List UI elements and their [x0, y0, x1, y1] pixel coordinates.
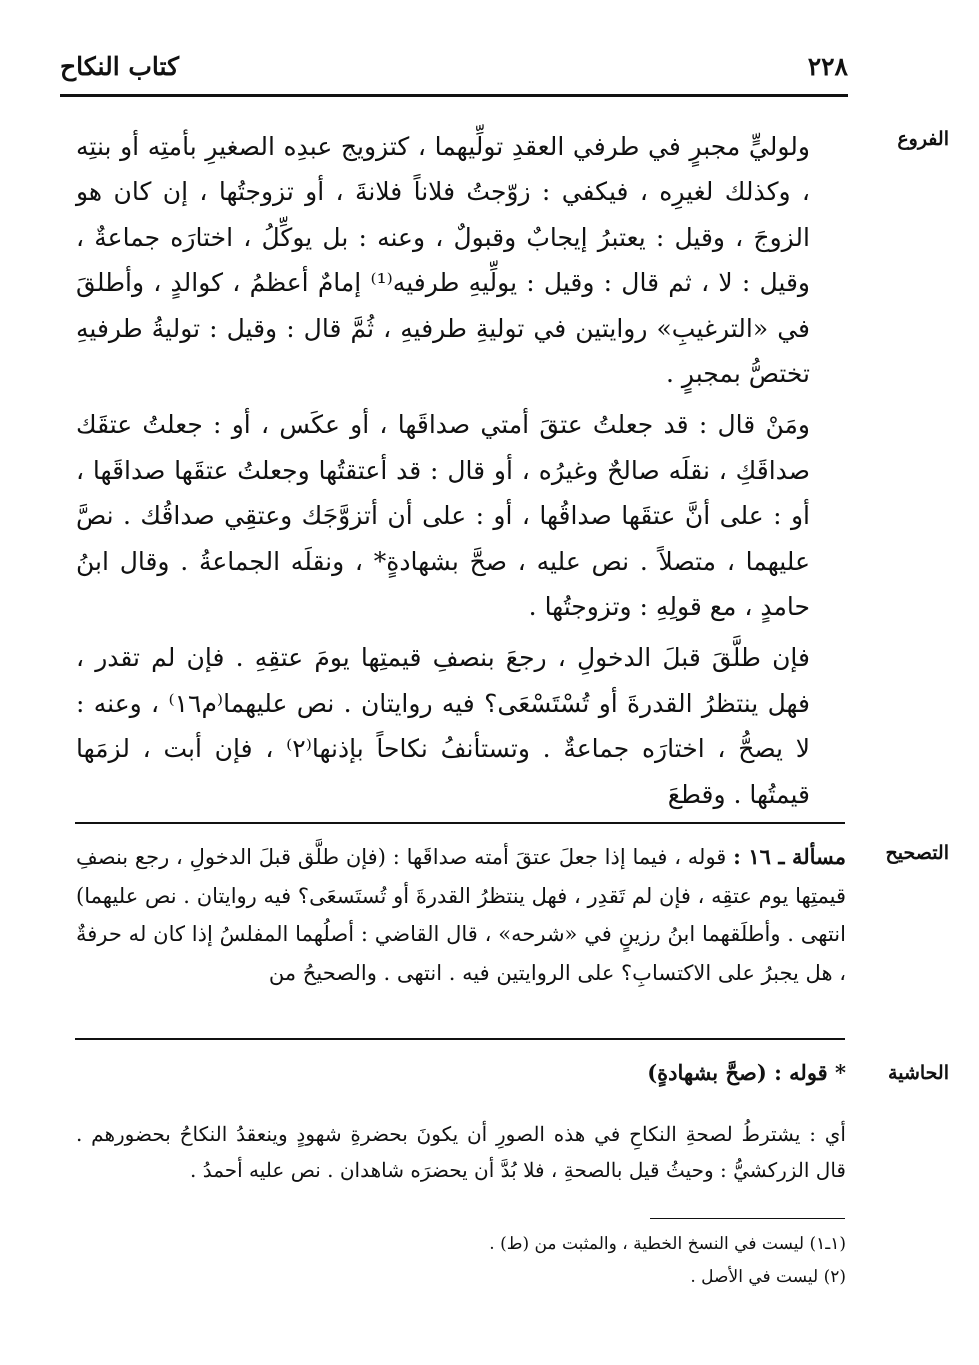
- section-label-furu: الفروع: [897, 128, 949, 150]
- correction-text: [76, 838, 846, 992]
- annotation-text: أي : يشترطُ لصحةِ النكاحِ في هذه الصورِ أن يكونَ بحضرةِ شهودٍ وينعقدُ النكاحُ بحضورهم . قال الزركشيُّ : وحيثُ قيل بالصحةِ ، فلا بُدَّ أن يحضرَه شاهدان . نص عليه أحمدُ .: [76, 1122, 846, 1182]
- main-paragraph: ولوليٍّ مجبرٍ في طرفي العقدِ تولِّيهما ، كتزويج عبدِه الصغيرِ بأمتِه أو بنتِه ، وكذلك لغيرِه ، فيكفي : زوّجتُ فلاناً فلانةَ ، أو تزوجتُها ، إن كان هو الزوجَ ، وقيل : يعتبرُ إيجابٌ وقبولٌ ، وعنه : بل يوكِّلُ ، اختارَه جماعةٌ ، وقيل : لا ، ثم قال : وقيل : يولِّيهِ طرفيه⁽¹⁾ إمامٌ أعظمُ ، كوالدٍ ، وأطلقَ في «الترغيبِ» روايتين في توليةِ طرفيهِ ، ثُمَّ قال : وقيل : توليةُ طرفيهِ تختصُّ بمجبرٍ .: [76, 132, 810, 389]
- main-text: [76, 124, 846, 817]
- section-divider: [75, 1038, 845, 1040]
- annotation-heading: * قوله : (صحَّ بشهادةٍ): [647, 1060, 846, 1085]
- section-label-hashiya: الحاشية: [888, 1062, 949, 1084]
- footnote-rule: [650, 1218, 845, 1219]
- book-title: كتاب النكاح: [60, 52, 179, 81]
- section-label-tashih: التصحيح: [885, 842, 949, 864]
- issue-number: مسألة ـ ١٦ :: [733, 844, 846, 869]
- footnotes: [76, 1228, 846, 1294]
- header-rule: [60, 94, 848, 97]
- footnote: (١ـ١) ليست في النسخ الخطية ، والمثبت من (ط) .: [489, 1234, 846, 1254]
- main-paragraph: فإن طلَّقَ قبلَ الدخولِ ، رجعَ بنصفِ قيمتِها يومَ عتقِهِ . فإن لم تقدر ، فهل ينتظرُ القدرةَ أو تُسْتَسْعَى؟ فيه روايتان . نص عليهما⁽م١٦⁾ ، وعنه : لا يصحُّ ، اختارَه جماعةٌ . وتستأنفُ نكاحاً بإذنها⁽٢⁾ ، فإن أبت ، لزمَها قيمتُها . وقطعَ: [76, 643, 810, 809]
- correction-body: قوله ، فيما إذا جعلَ عتقَ أمته صداقَها : (فإن طلَّق قبلَ الدخولِ ، رجع بنصفِ قيمتِها يوم عتقِه ، فإن لم تَقدِر ، فهل ينتظرُ القدرةَ أو تُستَسعَى؟ فيه روايتان . نص عليهما) انتهى . وأطلَقهما ابنُ رزينٍ في «شرحه» ، قال القاضي : أصلُهما المفلسُ إذا كان له حرفةٌ ، هل يجبرُ على الاكتسابِ؟ على الروايتين فيه . انتهى . والصحيحُ من: [76, 845, 846, 985]
- section-divider: [75, 822, 845, 824]
- running-head: [60, 52, 848, 92]
- footnote: (٢) ليست في الأصل .: [690, 1267, 846, 1287]
- main-paragraph: ومَنْ قال : قد جعلتُ عتقَ أمتي صداقَها ، أو عكَس ، أو : جعلتُ عتقَك صداقَكِ ، نقلَه صالحٌ وغيرُه ، أو قال : قد أعتقتُها وجعلتُ عتقَها صداقَها ، أو : على أنَّ عتقَها صداقُها ، أو : على أن أتزوَّجَك وعتقِي صداقُك . نصَّ عليهما ، متصلاً . نص عليه ، صحَّ بشهادةٍ* ، ونقلَه الجماعةُ . وقال ابنُ حامدٍ ، مع قولِهِ : وتزوجتُها .: [76, 410, 810, 622]
- page-number: ٢٢٨: [807, 52, 848, 81]
